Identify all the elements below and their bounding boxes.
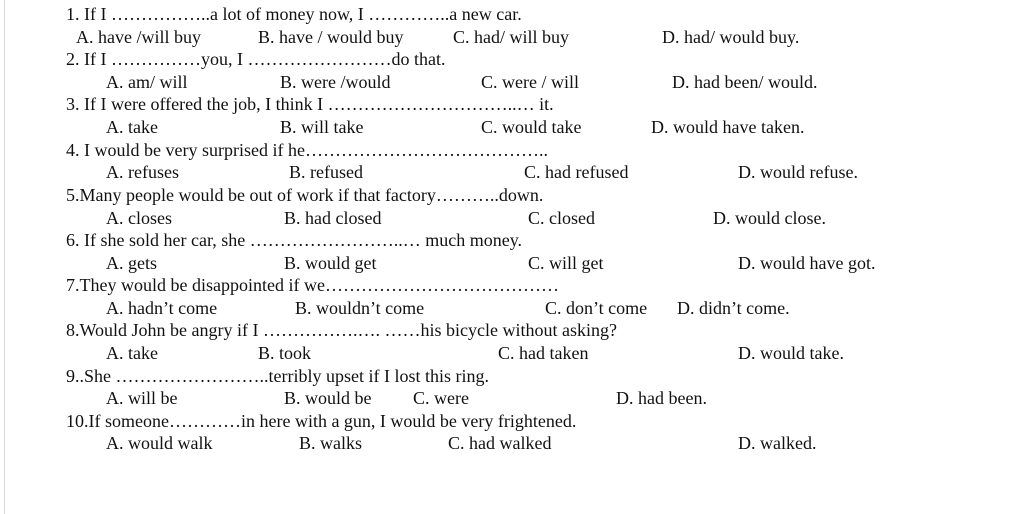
question-9-option-d: D. had been. — [616, 388, 707, 408]
question-7-option-a: A. hadn’t come — [106, 298, 218, 318]
question-9-stem: 9..She ……………………..terribly upset if I lost this ring. — [66, 366, 489, 386]
question-1-option-d: D. had/ would buy. — [662, 27, 800, 47]
question-2-stem: 2. If I ……………you, I ……………………do that. — [66, 49, 446, 69]
question-4-option-b: B. refused — [289, 162, 363, 182]
question-6-stem: 6. If she sold her car, she ……………………..… much money. — [66, 230, 523, 250]
question-9-option-b: B. would be — [284, 388, 372, 408]
question-4-option-c: C. had refused — [524, 162, 629, 182]
question-2-option-d: D. had been/ would. — [672, 72, 818, 92]
question-10-option-c: C. had walked — [448, 433, 552, 453]
question-3-option-a: A. take — [106, 117, 158, 137]
question-4-stem: 4. I would be very surprised if he………………………………….. — [66, 140, 548, 160]
question-9-option-a: A. will be — [106, 388, 178, 408]
question-8-stem: 8.Would John be angry if I …………….…. ……his bicycle without asking? — [66, 320, 617, 340]
question-9-option-c: C. were — [413, 388, 469, 408]
question-7-option-b: B. wouldn’t come — [295, 298, 425, 318]
question-6-option-c: C. will get — [528, 253, 604, 273]
question-3-option-c: C. would take — [481, 117, 582, 137]
question-8-option-d: D. would take. — [738, 343, 844, 363]
question-1-option-a: A. have /will buy — [76, 27, 201, 47]
question-1-stem: 1. If I ……………..a lot of money now, I …………..a new car. — [66, 4, 522, 24]
question-1-option-b: B. have / would buy — [258, 27, 404, 47]
question-6-option-a: A. gets — [106, 253, 157, 273]
question-5-option-a: A. closes — [106, 208, 172, 228]
question-1-option-c: C. had/ will buy — [453, 27, 569, 47]
question-6-option-b: B. would get — [284, 253, 377, 273]
question-2-option-c: C. were / will — [481, 72, 579, 92]
question-7-stem: 7.They would be disappointed if we………………………………… — [66, 275, 559, 295]
question-2-option-a: A. am/ will — [106, 72, 188, 92]
question-2-option-b: B. were /would — [280, 72, 391, 92]
question-8-option-c: C. had taken — [498, 343, 589, 363]
question-3-stem: 3. If I were offered the job, I think I …………………………..… it. — [66, 94, 554, 114]
question-5-option-d: D. would close. — [713, 208, 826, 228]
question-4-option-a: A. refuses — [106, 162, 179, 182]
question-6-option-d: D. would have got. — [738, 253, 876, 273]
question-10-option-d: D. walked. — [738, 433, 817, 453]
question-5-stem: 5.Many people would be out of work if that factory………..down. — [66, 185, 544, 205]
question-3-option-b: B. will take — [280, 117, 364, 137]
question-7-option-d: D. didn’t come. — [677, 298, 790, 318]
page-left-border — [4, 0, 5, 514]
question-10-option-a: A. would walk — [106, 433, 213, 453]
question-7-option-c: C. don’t come — [545, 298, 648, 318]
question-8-option-b: B. took — [258, 343, 312, 363]
question-5-option-c: C. closed — [528, 208, 595, 228]
question-10-stem: 10.If someone…………in here with a gun, I would be very frightened. — [66, 411, 577, 431]
question-8-option-a: A. take — [106, 343, 158, 363]
question-3-option-d: D. would have taken. — [651, 117, 805, 137]
question-5-option-b: B. had closed — [284, 208, 382, 228]
question-10-option-b: B. walks — [299, 433, 362, 453]
question-4-option-d: D. would refuse. — [738, 162, 858, 182]
